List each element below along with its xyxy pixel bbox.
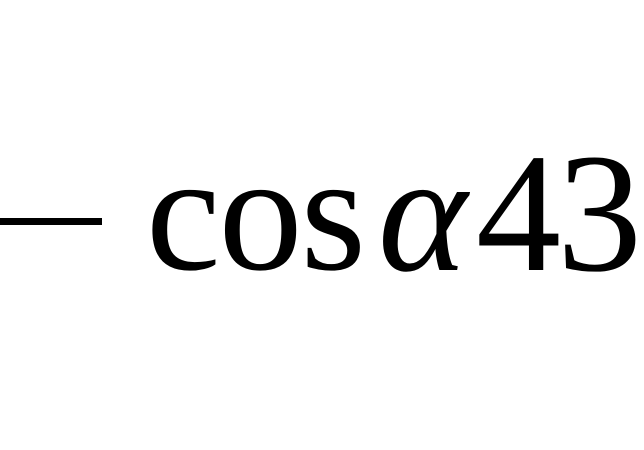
alpha-variable: α [378, 119, 468, 307]
number-43: 43 [476, 119, 638, 307]
math-expression [0, 119, 644, 307]
cos-function: cos [146, 120, 364, 306]
minus-sign [0, 218, 102, 225]
